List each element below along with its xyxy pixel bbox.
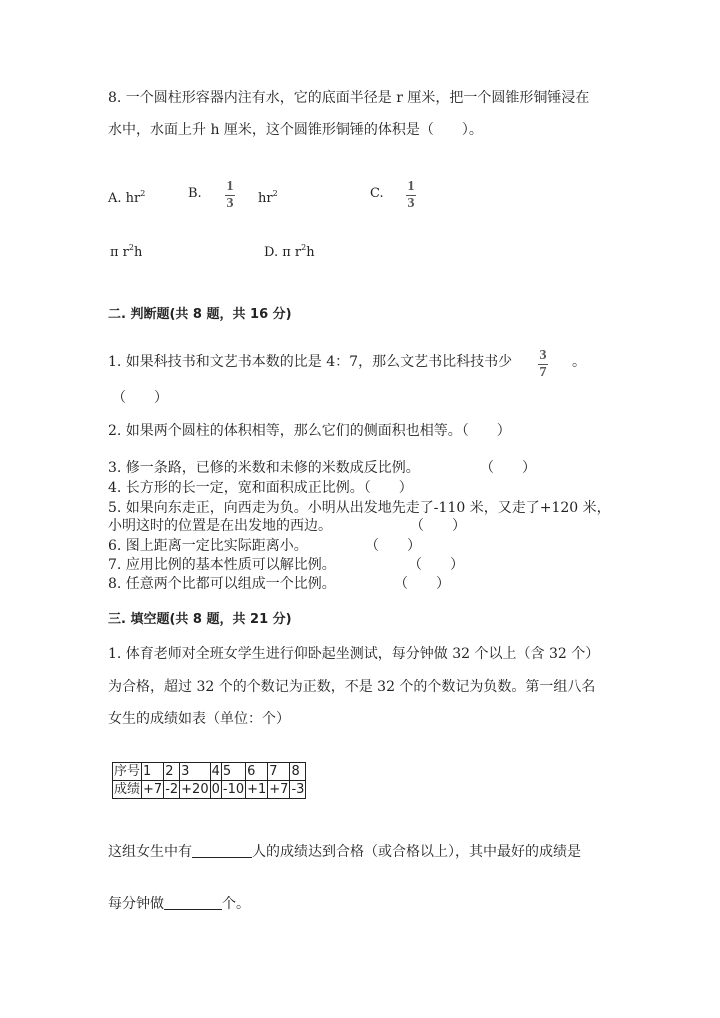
s2-q4: 4. 长方形的长一定，宽和面积成正比例。（ ）: [108, 480, 413, 496]
s2-q8-answer-paren[interactable]: （ ）: [394, 576, 450, 592]
q8-option-c-fraction: 1 3: [407, 179, 415, 211]
q8-option-b-label[interactable]: B.: [188, 186, 202, 201]
table-cell: 6: [246, 763, 268, 781]
answer-blank-1[interactable]: [192, 843, 252, 858]
s3-q1-line3: 女生的成绩如表（单位：个）: [108, 711, 290, 727]
s2-q5-line2: 小明这时的位置是在出发地的西边。: [108, 518, 332, 534]
table-cell: 7: [268, 763, 290, 781]
s2-q5-answer-paren[interactable]: （ ）: [410, 518, 466, 534]
q8-option-d[interactable]: D. π $r^2h$: [264, 243, 315, 260]
s2-q1-text: 1. 如果科技书和文艺书本数的比是 4：7，那么文艺书比科技书少: [108, 354, 513, 370]
table-cell: 成绩: [114, 782, 141, 797]
table-cell: +20: [181, 782, 209, 797]
table-row: [113, 781, 306, 799]
table-cell: -3: [291, 782, 305, 797]
table-cell: 5: [221, 763, 245, 781]
table-cell: 0: [211, 782, 220, 797]
s3-q1-answer-line2: 每分钟做 个。: [108, 896, 250, 912]
s2-q7: 7. 应用比例的基本性质可以解比例。: [108, 557, 336, 573]
s2-q5-line1: 5. 如果向东走正，向西走为负。小明从出发地先走了-110 米，又走了+120 米，: [108, 500, 611, 516]
table-cell: 2: [164, 763, 180, 781]
s2-q1-fraction: 3 7: [539, 348, 547, 380]
table-cell: 1: [142, 763, 164, 781]
s2-q1-end: 。: [572, 354, 586, 370]
q8-line1: 8. 一个圆柱形容器内注有水，它的底面半径是 r 厘米，把一个圆锥形铜锤浸在: [108, 90, 590, 106]
s2-q2: 2. 如果两个圆柱的体积相等，那么它们的侧面积也相等。（ ）: [108, 423, 511, 439]
table-cell: 序号: [114, 764, 141, 779]
q8-option-c-label[interactable]: C.: [370, 186, 384, 201]
q8-option-b-expr: $hr^2$: [258, 189, 278, 206]
s2-q3-answer-paren[interactable]: （ ）: [480, 460, 536, 476]
answer-blank-2[interactable]: [164, 895, 222, 910]
s3-q1-line1: 1. 体育老师对全班女学生进行仰卧起坐测试，每分钟做 32 个以上（含 32 个）: [108, 646, 600, 662]
section2-title: 二. 判断题(共 8 题，共 16 分): [108, 307, 292, 322]
q8-option-b-fraction: 1 3: [226, 179, 234, 211]
section3-title: 三. 填空题(共 8 题，共 21 分): [108, 612, 292, 627]
table-cell: 4: [211, 764, 220, 779]
score-table: [112, 762, 306, 799]
s3-q1-answer-line1: 这组女生中有 人的成绩达到合格（或合格以上），其中最好的成绩是: [108, 844, 581, 860]
table-cell: -10: [222, 782, 245, 797]
q8-option-c-continuation: π $r^2h$: [110, 243, 143, 260]
table-cell: +7: [269, 782, 289, 797]
s2-q8: 8. 任意两个比都可以组成一个比例。: [108, 576, 336, 592]
s3-q1-line2: 为合格，超过 32 个的个数记为正数，不是 32 个的个数记为负数。第一组八名: [108, 679, 596, 695]
table-row: [113, 763, 306, 781]
s2-q7-answer-paren[interactable]: （ ）: [408, 557, 464, 573]
s2-q1-answer-paren[interactable]: （ ）: [112, 390, 168, 406]
table-cell: 8: [290, 763, 306, 781]
table-cell: -2: [165, 782, 179, 797]
q8-line2: 水中，水面上升 h 厘米，这个圆锥形铜锤的体积是（ ）。: [108, 122, 483, 138]
table-cell: +1: [247, 782, 267, 797]
q8-option-a[interactable]: A. $hr^2$: [108, 189, 146, 206]
table-cell: 3: [180, 763, 210, 781]
s2-q3: 3. 修一条路，已修的米数和未修的米数成反比例。: [108, 460, 420, 476]
s2-q6: 6. 图上距离一定比实际距离小。: [108, 538, 308, 554]
s2-q6-answer-paren[interactable]: （ ）: [365, 538, 421, 554]
table-cell: +7: [143, 782, 163, 797]
